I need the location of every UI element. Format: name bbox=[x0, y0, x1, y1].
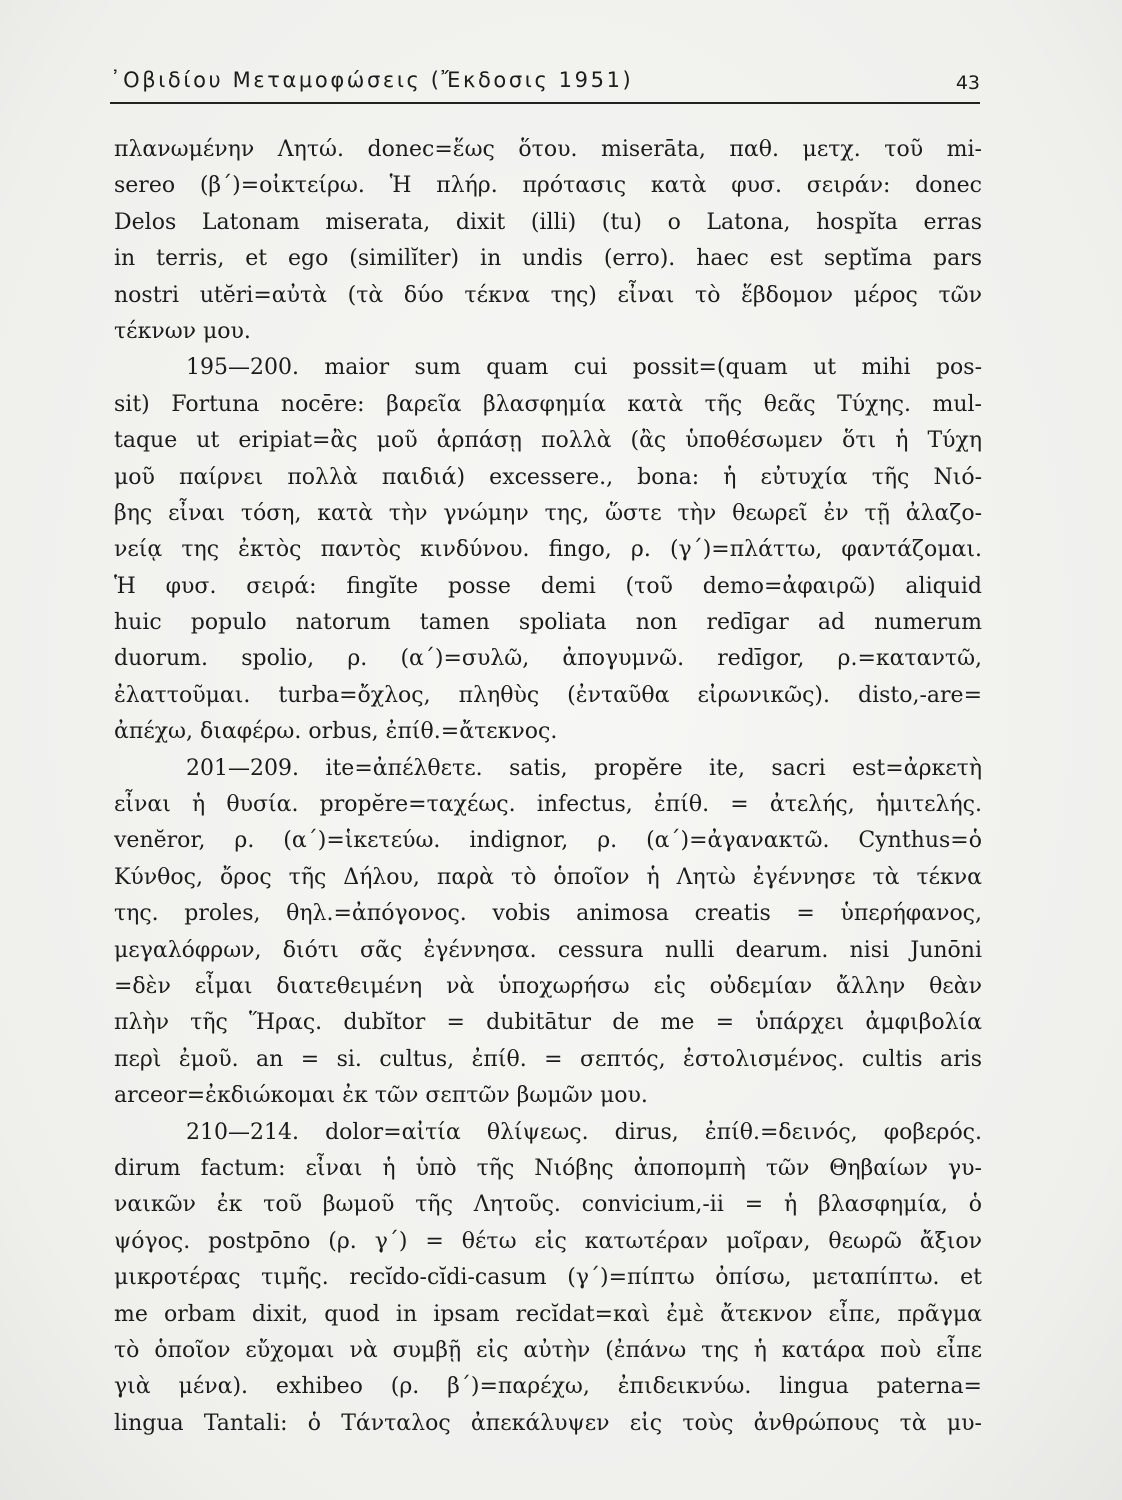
running-title: ᾿Οβιδίου Μεταμοφώσεις (Ἔκδοσις 1951) bbox=[110, 68, 634, 92]
text-line: ναικῶν ἐκ τοῦ βωμοῦ τῆς Λητοῦς. convicium,-ii = ἡ βλασφημία, ὁ bbox=[114, 1192, 982, 1218]
text-line: Ἡ φυσ. σειρά: fingĭte posse demi (τοῦ demo=ἀφαιρῶ) aliquid bbox=[114, 573, 982, 599]
text-line: arceor=ἐκδιώκομαι ἐκ τῶν σεπτῶν βωμῶν μου. bbox=[114, 1083, 648, 1109]
text-line: huic populo natorum tamen spoliata non redīgar ad numerum bbox=[114, 610, 982, 636]
text-line: πλανωμένην Λητώ. donec=ἕως ὅτου. miserāta, παθ. μετχ. τοῦ mi- bbox=[114, 137, 982, 162]
text-line: in terris, et ego (similĭter) in undis (erro). haec est septĭma pars bbox=[114, 246, 982, 272]
text-line: lingua Tantali: ὁ Τάνταλος ἀπεκάλυψεν εἰς τοὺς ἀνθρώπους τὰ μυ- bbox=[114, 1410, 982, 1436]
text-line: της. proles, θηλ.=ἀπόγονος. vobis animosa creatis = ὑπερήφανος, bbox=[114, 901, 982, 927]
text-line: μικροτέρας τιμῆς. recĭdo-cĭdi-casum (γ΄)=πίπτω ὀπίσω, μεταπίπτω. et bbox=[114, 1265, 982, 1291]
text-line: sit) Fortuna nocēre: βαρεῖα βλασφημία κατὰ τῆς θεᾶς Τύχης. mul- bbox=[114, 391, 982, 417]
text-line: me orbam dixit, quod in ipsam recĭdat=καὶ ἐμὲ ἄτεκνον εἶπε, πρᾶγμα bbox=[114, 1301, 982, 1327]
text-line: sereo (β΄)=οἰκτείρω. Ἡ πλήρ. πρότασις κατὰ φυσ. σειράν: donec bbox=[114, 173, 982, 199]
running-header bbox=[110, 66, 980, 104]
text-line: nostri utĕri=αὐτὰ (τὰ δύο τέκνα της) εἶναι τὸ ἕβδομον μέρος τῶν bbox=[114, 282, 982, 308]
text-line: μοῦ παίρνει πολλὰ παιδιά) excessere., bona: ἡ εὐτυχία τῆς Νιό- bbox=[114, 464, 982, 490]
text-line: 210—214. dolor=αἰτία θλίψεως. dirus, ἐπίθ.=δεινός, φοβερός. bbox=[186, 1119, 982, 1145]
text-line: venĕror, ρ. (α΄)=ἱκετεύω. indignor, ρ. (α΄)=ἀγανακτῶ. Cynthus=ὁ bbox=[114, 828, 982, 854]
text-line: μεγαλόφρων, διότι σᾶς ἐγέννησα. cessura nulli dearum. nisi Junōni bbox=[114, 937, 982, 963]
text-line: 201—209. ite=ἀπέλθετε. satis, propĕre ite, sacri est=ἀρκετὴ bbox=[186, 755, 982, 781]
text-line: ψόγος. postpōno (ρ. γ΄) = θέτω εἰς κατωτέραν μοῖραν, θεωρῶ ἄξιον bbox=[114, 1228, 982, 1254]
text-line: τέκνων μου. bbox=[114, 318, 251, 344]
text-line: τὸ ὁποῖον εὔχομαι νὰ συμβῇ εἰς αὐτὴν (ἐπάνω της ἡ κατάρα ποὺ εἶπε bbox=[114, 1337, 982, 1363]
text-line: περὶ ἐμοῦ. an = si. cultus, ἐπίθ. = σεπτός, ἐστολισμένος. cultis aris bbox=[114, 1046, 982, 1072]
text-line: πλὴν τῆς Ἥρας. dubĭtor = dubitātur de me = ὑπάρχει ἀμφιβολία bbox=[114, 1010, 982, 1036]
text-line: Κύνθος, ὄρος τῆς Δήλου, παρὰ τὸ ὁποῖον ἡ Λητὼ ἐγέννησε τὰ τέκνα bbox=[114, 864, 982, 890]
text-line: taque ut eripiat=ἂς μοῦ ἁρπάσῃ πολλὰ (ἂς ὑποθέσωμεν ὅτι ἡ Τύχη bbox=[114, 428, 982, 454]
page-number: 43 bbox=[955, 72, 980, 94]
text-line: γιὰ μένα). exhibeo (ρ. β΄)=παρέχω, ἐπιδεικνύω. lingua paterna= bbox=[114, 1374, 982, 1400]
text-line: 195—200. maior sum quam cui possit=(quam ut mihi pos- bbox=[186, 355, 982, 381]
text-line: ἐλαττοῦμαι. turba=ὄχλος, πληθὺς (ἐνταῦθα εἰρωνικῶς). disto,-are= bbox=[114, 682, 982, 708]
text-line: Delos Latonam miserata, dixit (illi) (tu) o Latona, hospĭta erras bbox=[114, 209, 982, 235]
text-line: dirum factum: εἶναι ἡ ὑπὸ τῆς Νιόβης ἀποπομπὴ τῶν Θηβαίων γυ- bbox=[114, 1155, 982, 1181]
commentary-text bbox=[114, 132, 982, 1442]
text-line: νείᾳ της ἐκτὸς παντὸς κινδύνου. fingo, ρ. (γ΄)=πλάττω, φαντάζομαι. bbox=[114, 537, 982, 563]
text-line: εἶναι ἡ θυσία. propĕre=ταχέως. infectus, ἐπίθ. = ἀτελής, ἡμιτελής. bbox=[114, 792, 982, 818]
text-line: =δὲν εἶμαι διατεθειμένη νὰ ὑποχωρήσω εἰς οὐδεμίαν ἄλλην θεὰν bbox=[114, 973, 982, 999]
text-line: ἀπέχω, διαφέρω. orbus, ἐπίθ.=ἄτεκνος. bbox=[114, 719, 558, 745]
text-line: duorum. spolio, ρ. (α΄)=συλῶ, ἀπογυμνῶ. redīgor, ρ.=καταντῶ, bbox=[114, 646, 982, 672]
text-line: βης εἶναι τόση, κατὰ τὴν γνώμην της, ὥστε τὴν θεωρεῖ ἐν τῇ ἀλαζο- bbox=[114, 500, 982, 526]
